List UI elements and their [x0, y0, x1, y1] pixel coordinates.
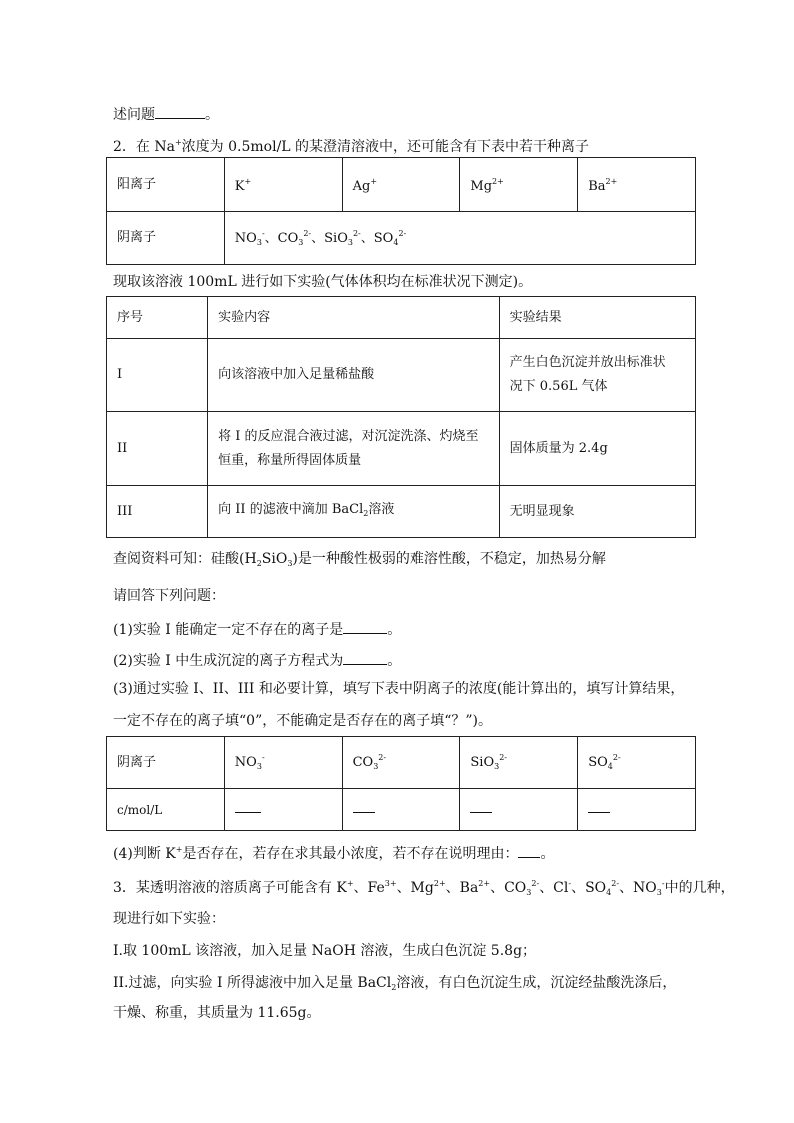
ion-table [106, 157, 696, 265]
table-row-seq: I [107, 339, 208, 412]
conc-blank [578, 789, 696, 831]
conc-blank [224, 789, 342, 831]
ion-table-cation-label: 阳离子 [107, 158, 225, 212]
ion-mg: $Mg^{2+}$ [460, 158, 578, 212]
conc-header-so4: $SO_4^{2-}$ [578, 737, 696, 789]
table-row-seq: III [107, 486, 208, 538]
question-3-step-2-b: 干燥、称重，其质量为 11.65g。 [113, 1005, 321, 1021]
table-row-content: 将 I 的反应混合液过滤，对沉淀洗涤、灼烧至 恒重，称量所得固体质量 [208, 412, 499, 486]
answer-blank [343, 650, 387, 665]
sub-question-1: (1)实验 I 能确定一定不存在的离子是 。 [113, 619, 401, 640]
ion-ag: Ag+ [342, 158, 460, 212]
conc-header-sio3: SiO$_3^{2-}$ [460, 737, 578, 789]
table-row-result: 无明显现象 [499, 486, 695, 538]
reference-note: 查阅资料可知：硅酸$(H_2SiO_3)$是一种酸性极弱的难溶性酸，不稳定，加热易分解 [113, 551, 606, 568]
conc-blank [460, 789, 578, 831]
table-row-result: 固体质量为 2.4g [499, 412, 695, 486]
experiment-table [106, 296, 696, 538]
text-line-1: 述问题 。 [113, 104, 219, 125]
question-3-line-2: 现进行如下实验： [113, 911, 225, 927]
conc-anion-label: 阴离子 [107, 737, 225, 789]
header-content: 实验内容 [208, 297, 499, 339]
table-row-content: 向 II 的滤液中滴加 BaCl$_2$溶液 [208, 486, 499, 538]
header-result: 实验结果 [499, 297, 695, 339]
table-row-result: 产生白色沉淀并放出标准状 况下 0.56L 气体 [499, 339, 695, 412]
question-3-intro: 3．某透明溶液的溶质离子可能含有 K+、$Fe^{3+}$、$Mg^{2+}$、$Ba^{2+}$、$CO_3^{2-}$、Cl-、$SO_4^{2-}$、$NO_3^-$中的几种， [113, 879, 735, 897]
conc-header-no3: $NO_3^-$ [224, 737, 342, 789]
conc-unit-label: c/mol/L [107, 789, 225, 831]
answer-prompt: 请回答下列问题： [113, 588, 225, 604]
sub-question-3-b: 一定不存在的离子填“0”，不能确定是否存在的离子填“？”)。 [113, 713, 492, 729]
sub-question-4: (4)判断 K+是否存在，若存在求其最小浓度，若不存在说明理由： 。 [113, 845, 555, 862]
answer-blank [518, 843, 540, 858]
ion-ba: $Ba^{2+}$ [578, 158, 696, 212]
ion-k: K+ [224, 158, 342, 212]
anion-list: $NO_3^-$、$CO_3^{2-}$、SiO$_3^{2-}$、$SO_4^{2-}$ [224, 212, 695, 265]
answer-blank [343, 619, 387, 634]
question-3-step-2-a: II.过滤，向实验 I 所得滤液中加入足量 BaCl$_2$溶液，有白色沉淀生成，沉淀经盐酸洗涤后， [113, 975, 677, 992]
question-2-intro: 2．在 Na+浓度为 0.5mol/L 的某澄清溶液中，还可能含有下表中若干种离子 [113, 138, 590, 155]
conc-header-co3: $CO_3^{2-}$ [342, 737, 460, 789]
sub-question-2: (2)实验 I 中生成沉淀的离子方程式为 。 [113, 650, 401, 671]
experiment-intro: 现取该溶液 100mL 进行如下实验(气体体积均在标准状况下测定)。 [113, 274, 533, 290]
table-row-seq: II [107, 412, 208, 486]
answer-blank [155, 104, 205, 119]
ion-table-anion-label: 阴离子 [107, 212, 225, 265]
conc-blank [342, 789, 460, 831]
table-row-content: 向该溶液中加入足量稀盐酸 [208, 339, 499, 412]
question-3-step-1: I.取 100mL 该溶液，加入足量 NaOH 溶液，生成白色沉淀 5.8g； [113, 943, 537, 959]
sub-question-3-a: (3)通过实验 I、II、III 和必要计算，填写下表中阴离子的浓度(能计算出的，填写计算结果， [113, 681, 685, 697]
header-seq: 序号 [107, 297, 208, 339]
concentration-table [106, 736, 696, 831]
